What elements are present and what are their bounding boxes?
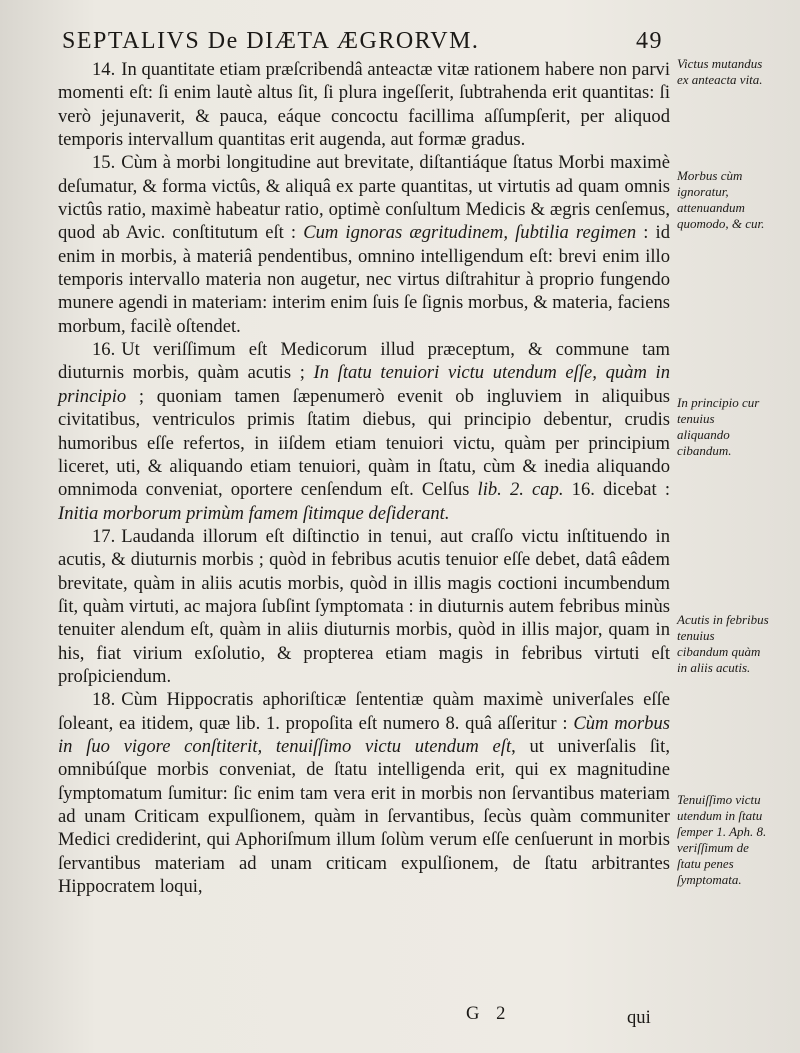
margin-note-victus: Victus mutandus ex anteacta vita. <box>677 56 763 87</box>
signature-mark: G 2 <box>466 1003 512 1024</box>
paragraph-14 <box>58 58 670 151</box>
paragraph-number: 16. <box>92 339 116 361</box>
running-title: SEPTALIVS De DIÆTA ÆGRORVM. <box>62 28 480 54</box>
page-footer <box>0 1003 800 1033</box>
paragraph-number: 17. <box>92 525 116 547</box>
paragraph-18 <box>58 688 670 898</box>
margin-note-principio: In principio cur tenuius aliquando cibandum. <box>677 395 760 458</box>
text-segment: Cùm à morbi longitudine aut brevitate, diſtantiáque ſtatus Morbi maximè deſumatur, & forma victûs, & aliquâ ex parte quantitas, ut virtutis ad quam omnis victûs ratio, maximè habeatur ratio, optimè conſultum Medicis & ægris cenſemus, quod ab Avic. conſtitutum eſt : <box>58 152 670 244</box>
margin-note-tenuissimo: Tenuiſſimo victu utendum in ſtatu ſemper 1. Aph. 8. veriſſimum de ſtatu penes ſymptomata. <box>677 792 767 887</box>
text-segment: : id enim in morbis, à materiâ pendentibus, omnino intelligendum eſt: brevi enim illo temporis intervallo materia non augetur, nec virtus diſtrahitur à proprio fungendo munere agendi in materiam: interim enim ſuis ſe ſignis morbus, & materia, faciens morbum, facilè oſtendet. <box>58 222 670 337</box>
catchword: qui <box>627 1007 651 1028</box>
italic-quotation: In ſtatu tenuiori victu utendum eſſe, quàm in principio <box>58 362 670 407</box>
text-segment: 16. dicebat : <box>563 479 671 501</box>
text-segment: Laudanda illorum eſt diſtinctio in tenui, aut craſſo victu inſtituendo in acutis, & diuturnis morbis ; quòd in febribus acutis tenuior eſſe debet, datâ eâdem brevitate, quàm in aliis acutis morbis, quòd in illis magis coctioni incumbendum ſit, quàm virtuti, ac majora ſubſint ſymptomata : in diuturnis autem febribus minùs tenuiter alendum eſt, quàm in aliis diuturnis morbis, quòd in illis major, quam in his, fiat virium exſolutio, & propterea etiam magis in febribus virtuti eſt proſpiciendum. <box>58 525 670 687</box>
paragraph-number: 14. <box>92 59 116 80</box>
paragraph-number: 15. <box>92 152 116 174</box>
text-segment: ; quoniam tamen ſæpenumerò evenit ob ingluviem in aliquibus civitatibus, ventriculos primis ſtatim diebus, qui principio debentur, crudis humoribus eſſe refertos, in iiſdem etiam tenuiori victu, quàm per principium liceret, uti, & aliquando etiam tenuiori, quàm in ſtatu, cùm & inedia aliquando omnimoda conveniat, oportere cenſendum eſt. Celſus <box>58 385 670 501</box>
margin-note-morbus: Morbus cùm ignoratur, attenuandum quomodo, & cur. <box>677 168 765 231</box>
italic-quotation: Cum ignoras ægritudinem, ſubtilia regimen <box>303 222 637 244</box>
paragraph-number: 18. <box>92 689 116 711</box>
page-number: 49 <box>636 28 663 54</box>
margin-note-acutis: Acutis in febribus tenuius cibandum quàm in aliis acutis. <box>677 612 769 675</box>
paragraph-16 <box>58 338 670 525</box>
italic-quotation: lib. 2. cap. <box>477 479 564 501</box>
main-text <box>58 58 670 898</box>
paragraph-15 <box>58 151 670 338</box>
text-segment: In quantitate etiam præſcribendâ anteactæ vitæ rationem habere non parvi momenti eſt: ſi enim lautè altus ſit, ſi plura ingeſſerit, ſubtrahenda erit quantitas: ſi verò jejunaverit, & pauca, eáque concoctu facillima aſſumpſerit, per aliquod temporis intervallum quantitas erit augenda, aut formæ gradus. <box>58 59 670 151</box>
italic-quotation: Cùm morbus in ſuo vigore conſtiterit, tenuiſſimo victu utendum eſt <box>58 712 670 757</box>
paragraph-17 <box>58 525 670 688</box>
text-segment: Ut veriſſimum eſt Medicorum illud præceptum, & commune tam diuturnis morbis, quàm acutis ; <box>58 339 670 384</box>
text-segment: Cùm Hippocratis aphoriſticæ ſententiæ quàm maximè univerſales eſſe ſoleant, ea itidem, quæ lib. 1. propoſita eſt numero 8. quâ aſſeritur : <box>58 689 670 734</box>
text-segment: , ut univerſalis ſit, omnibúſque morbis conveniat, de ſtatu intelligenda erit, qui ex magnitudine ſymptomatum ſumitur: ſic enim tam vera erit in morbis non ſervantibus materiam ad unam Criticam expulſionem, quàm in ſervantibus, ſecùs quàm communiter Medici crediderint, qui Aphoriſmum illum ſolùm verum eſſe cenſuerunt in morbis ſervantibus materiam ad unam criticam expulſionem, de ſtatu arbitrantes Hippocratem loqui, <box>58 735 670 898</box>
italic-quotation: Initia morborum primùm famem ſitimque deſiderant. <box>58 502 450 524</box>
